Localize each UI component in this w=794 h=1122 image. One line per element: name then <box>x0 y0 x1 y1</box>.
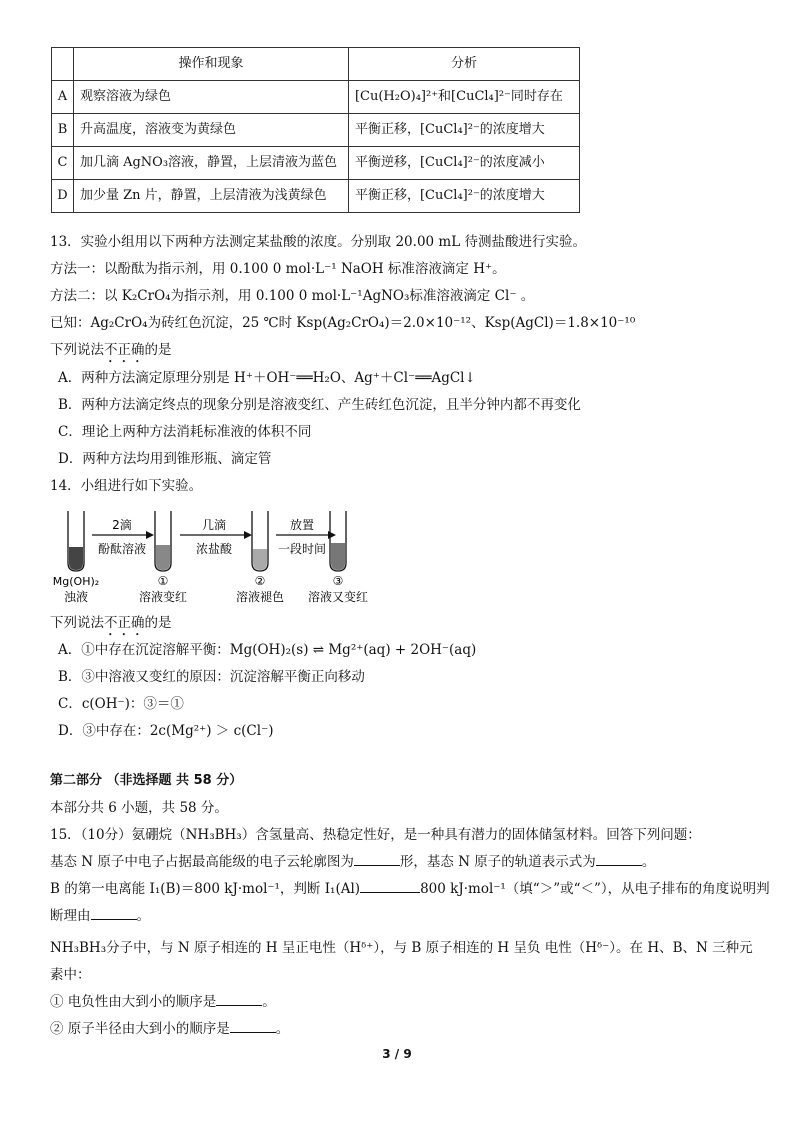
arrow1-top-text: 2滴 <box>112 518 132 532</box>
experiment-diagram <box>48 505 388 605</box>
arrow2-top-text: 几滴 <box>201 518 227 532</box>
tube2-label: 溶液褪色 <box>235 590 285 604</box>
options-table <box>51 47 580 213</box>
q15-line1 <box>50 852 655 872</box>
q14-option-c: C．c(OH⁻)：③＝① <box>58 696 184 712</box>
page-number: 3 / 9 <box>382 1047 412 1061</box>
q15-l3a: 断理由 <box>50 908 91 924</box>
arrow1-bottom-text: 酚酞溶液 <box>97 542 147 556</box>
q13-prompt-pre: 下列说法 <box>50 342 104 358</box>
table-header-row <box>52 48 580 81</box>
answer-blank[interactable] <box>91 907 137 920</box>
arrow-icon <box>180 531 252 539</box>
q15-s2a: ② 原子半径由大到小的顺序是 <box>50 1021 230 1037</box>
test-tube-icon <box>252 511 268 571</box>
q15-line3 <box>50 906 150 926</box>
answer-blank[interactable] <box>216 993 262 1006</box>
row-op: 观察溶液为绿色 <box>73 81 348 114</box>
row-analysis: 平衡正移，[CuCl₄]²⁻的浓度增大 <box>348 114 579 147</box>
q15-s1a: ① 电负性由大到小的顺序是 <box>50 994 217 1010</box>
q13-option-b: B．两种方法滴定终点的现象分别是溶液变红、产生砖红色沉淀，且半分钟内都不再变化 <box>58 397 581 413</box>
tube0-label2: 浊液 <box>63 590 89 604</box>
tube0-label1: Mg(OH)₂ <box>52 575 100 588</box>
row-label: B <box>52 114 74 147</box>
q15-l2b: 800 kJ·mol⁻¹（填“＞”或“＜”），从电子排布的角度说明判 <box>420 881 770 897</box>
row-op: 加少量 Zn 片，静置，上层清液为浅黄绿色 <box>73 180 348 213</box>
q15-s2b: 。 <box>275 1021 290 1037</box>
q15-l3b: 。 <box>136 908 150 924</box>
row-op: 升高温度，溶液变为黄绿色 <box>73 114 348 147</box>
q15-stem: 15．（10分）氨硼烷（NH₃BH₃）含氢量高、热稳定性好，是一种具有潜力的固体储氢材料。回答下列问题： <box>50 827 701 843</box>
tube2-num: ② <box>254 574 266 588</box>
q13-method2: 方法二：以 K₂CrO₄为指示剂，用 0.100 0 mol·L⁻¹AgNO₃标准溶液滴定 Cl⁻ 。 <box>50 288 535 304</box>
q15-line2 <box>50 879 770 899</box>
q14-option-b: B．③中溶液又变红的原因：沉淀溶解平衡正向移动 <box>58 669 365 685</box>
arrow3-bottom-text: 一段时间 <box>277 542 327 556</box>
row-label: A <box>52 81 74 114</box>
answer-blank[interactable] <box>360 880 420 893</box>
tube1-num: ① <box>157 574 169 588</box>
tube3-num: ③ <box>332 574 344 588</box>
test-tube-icon <box>155 511 171 571</box>
q13-prompt-emphasis: 不正确 <box>104 342 145 358</box>
table-row <box>52 147 580 180</box>
q14-option-a: A．①中存在沉淀溶解平衡：Mg(OH)₂(s) ⇌ Mg²⁺(aq) + 2OH⁻(aq) <box>58 642 477 658</box>
tube1-label: 溶液变红 <box>138 590 188 604</box>
row-label: C <box>52 147 74 180</box>
q15-sub2 <box>50 1019 289 1039</box>
q13-stem: 13．实验小组用以下两种方法测定某盐酸的浓度。分别取 20.00 mL 待测盐酸进行实验。 <box>50 234 586 250</box>
test-tube-icon <box>330 511 346 571</box>
q15-l1b: 形，基态 N 原子的轨道表示式为 <box>399 854 596 870</box>
q13-method1: 方法一：以酚酞为指示剂，用 0.100 0 mol·L⁻¹ NaOH 标准溶液滴定 H⁺。 <box>50 261 506 277</box>
q14-prompt-emphasis: 不正确 <box>104 615 145 631</box>
q14-prompt-pre: 下列说法 <box>50 615 104 631</box>
table-row <box>52 114 580 147</box>
q15-l1a: 基态 N 原子中电子占据最高能级的电子云轮廓图为 <box>50 854 354 870</box>
row-analysis: [Cu(H₂O)₄]²⁺和[CuCl₄]²⁻同时存在 <box>348 81 579 114</box>
q13-prompt <box>50 340 172 366</box>
answer-blank[interactable] <box>354 853 400 866</box>
q14-stem: 14．小组进行如下实验。 <box>50 478 203 494</box>
arrow-icon <box>276 531 336 539</box>
row-analysis: 平衡逆移，[CuCl₄]²⁻的浓度减小 <box>348 147 579 180</box>
q14-prompt-post: 的是 <box>144 615 172 631</box>
q15-s1b: 。 <box>262 994 276 1010</box>
q15-line4: NH₃BH₃分子中，与 N 原子相连的 H 呈正电性（Hᵟ⁺），与 B 原子相连的 H 呈负 电性（Hᵟ⁻）。在 H、B、N 三种元 <box>50 940 753 956</box>
answer-blank[interactable] <box>596 853 642 866</box>
test-tube-icon <box>68 511 84 571</box>
answer-blank[interactable] <box>230 1020 276 1033</box>
q14-prompt <box>50 613 172 639</box>
table-row <box>52 180 580 213</box>
table-header-blank <box>52 48 74 81</box>
q15-line5: 素中： <box>50 967 91 983</box>
arrow3-top-text: 放置 <box>289 518 315 532</box>
part2-title: 第二部分 （非选择题 共 58 分） <box>50 773 243 788</box>
q13-known: 已知：Ag₂CrO₄为砖红色沉淀，25 ℃时 Ksp(Ag₂CrO₄)＝2.0×10⁻¹²、Ksp(AgCl)＝1.8×10⁻¹⁰ <box>50 315 636 331</box>
q13-option-c: C．理论上两种方法消耗标准液的体积不同 <box>58 424 312 440</box>
table-header-analysis: 分析 <box>348 48 579 81</box>
table-header-ops: 操作和现象 <box>73 48 348 81</box>
q13-option-d: D．两种方法均用到锥形瓶、滴定管 <box>58 451 272 467</box>
row-analysis: 平衡正移，[CuCl₄]²⁻的浓度增大 <box>348 180 579 213</box>
arrow-icon <box>92 531 154 539</box>
row-op: 加几滴 AgNO₃溶液，静置，上层清液为蓝色 <box>73 147 348 180</box>
part2-desc: 本部分共 6 小题，共 58 分。 <box>50 800 228 816</box>
q15-sub1 <box>50 992 276 1012</box>
arrow2-bottom-text: 浓盐酸 <box>195 542 233 556</box>
table-row <box>52 81 580 114</box>
q13-prompt-post: 的是 <box>144 342 172 358</box>
q13-option-a: A．两种方法滴定原理分别是 H⁺＋OH⁻══H₂O、Ag⁺＋Cl⁻══AgCl↓ <box>58 370 476 386</box>
q14-option-d: D．③中存在：2c(Mg²⁺) ＞ c(Cl⁻) <box>58 723 274 739</box>
q15-l1c: 。 <box>641 854 656 870</box>
row-label: D <box>52 180 74 213</box>
q15-l2a: B 的第一电离能 I₁(B)＝800 kJ·mol⁻¹，判断 I₁(Al) <box>50 881 361 897</box>
tube3-label: 溶液又变红 <box>307 590 369 604</box>
